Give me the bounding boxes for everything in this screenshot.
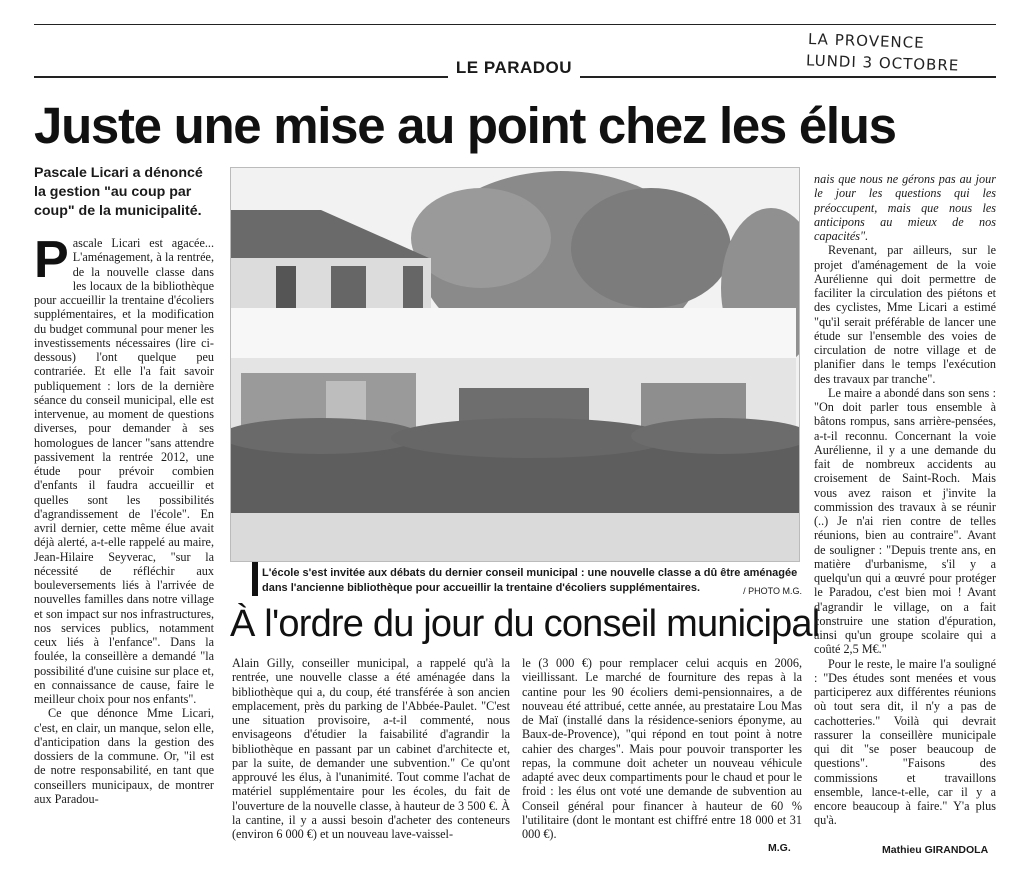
article-column-1 [34,236,214,856]
article-paragraph: Pour le reste, le maire l'a souligné : "Des études sont menées et vous participerez aux différentes réunions où tout sera dit, il n'y a pas de cachotteries." Voilà qui devrait rassurer la conseillère municipale qui dit "se poser beaucoup de questions". "Faisons des commissions et travaillons ensemble, lance-t-elle, car il y a encore beaucoup à faire." Y'a plus qu'à. [814,656,996,828]
article-paragraph: Le maire a abondé dans son sens : "On doit parler tous ensemble à bâtons rompus, sans arrière-pensées, a-t-il reconnu. Concernant la voie Aurélienne, il y a une demande du fait de nombreux accidents au croisement de Saint-Roch. Mais vous avez raison et j'invite la commission des travaux à se réunir (..) Je n'ai rien contre de telles réunions, bien au contraire". Avant de souligner : "Depuis trente ans, en matière d'urbanisme, s'il y a quelqu'un qui a œuvré pour protéger le Paradou, c'est bien moi ! Avant d'agrandir le village, on a fait construire une station d'épuration, ainsi qu'un groupe scolaire qui a coûté 2,5 M€." [814,385,996,657]
photo-credit: / PHOTO M.G. [743,586,802,596]
article-paragraph: Ce que dénonce Mme Licari, c'est, en clair, un manque, selon elle, d'anticipation dans la gestion des dossiers de la commune. Or, "il est de notre responsabilité, en tant que conseillers municipaux, de montrer aux Paradou- [34,706,214,806]
caption-bar [252,562,258,596]
article2-signature: M.G. [768,842,791,854]
section-label: LE PARADOU [448,56,580,80]
school-photo-image [231,168,799,561]
dropcap: P [34,236,69,289]
subhead: À l'ordre du jour du conseil municipal [230,603,820,645]
handwritten-date: LUNDI 3 OCTOBRE [805,51,960,75]
article-paragraph: Revenant, par ailleurs, sur le projet d'aménagement de la voie Aurélienne qui doit permettre de faciliter la circulation des piétons et des cyclistes, Mme Licari a estimé "qu'il serait préférable de lancer une étude sur l'ensemble des voies de circulation de notre village et de planifier dans le temps l'exécution des travaux par tranche". [814,243,996,386]
photo-caption: L'école s'est invitée aux débats du dernier conseil municipal : une nouvelle classe a dû être aménagée dans l'ancienne bibliothèque pour accueillir la trentaine d'écoliers supplémentaires. [262,567,798,594]
article-paragraph: ascale Licari est agacée... L'aménagement, à la rentrée, de la nouvelle classe dans les locaux de la bibliothèque pour accueillir la trentaine d'écoliers supplémentaires, et la modification du budget communal pour mener les investissements nécessaires (lire ci-dessous) l'ont quelque peu contrariée. Et elle l'a fait savoir publiquement : lors de la dernière séance du conseil municipal, elle est intervenue, au moment de questions diverses, pour demander à ses homologues de lancer "sans attendre passivement la rentrée 2012, une étude pour prévoir combien d'enfants il faudra accueillir et quelles sont les possibilités d'agrandissement de l'école". En avril dernier, cette même élue avait déjà alerté, a-t-elle rappelé au maire, Jean-Hilaire Seyverac, "sur la nécessité de réfléchir aux bouleversements liés à l'arrivée de nouvelles familles dans notre village et son impact sur nos infrastructures, nos services publics, notamment ceux liés à l'enfance". Dans la foulée, la conseillère a demandé "la possibilité d'une cuisine sur place et, en connaissance de cause, faire le meilleur choix pour nos enfants". [34,236,214,706]
headline: Juste une mise au point chez les élus [34,97,896,154]
school-photo [230,167,800,562]
article-signature: Mathieu GIRANDOLA [882,844,989,856]
top-rule [34,24,996,25]
article-paragraph: nais que nous ne gérons pas au jour le jour les questions qui les préoccupent, mais que nous les anticipons au mieux de nos capacités". [814,172,996,243]
article2-column-1 [232,656,510,856]
article2-column-2 [522,656,802,856]
article-column-3 [814,172,996,844]
handwritten-source: LA PROVENCE [807,29,925,53]
article2-paragraph: Alain Gilly, conseiller municipal, a rappelé qu'à la rentrée, une nouvelle classe a été aménagée dans la bibliothèque qui a, du coup, été transférée à son ancien emplacement, près du parking de l'Abbée-Paulet. "C'est une situation provisoire, a-t-il commenté, nous envisageons d'étudier la faisabilité d'agrandir la bibliothèque en passant par un cabinet d'architecte et, par la suite, de demander une subvention." Ce qu'ont approuvé les élus, à l'unanimité. Tout comme l'achat de matériel supplémentaire pour les écoles, du fait de l'ouverture de la nouvelle classe, à hauteur de 3 500 €. À la cantine, il y a aussi besoin d'acheter des conteneurs (environ 6 000 €) et un nouveau lave-vaissel- [232,656,510,841]
lead: Pascale Licari a dénoncé la gestion "au coup par coup" de la municipalité. [34,165,203,219]
article2-paragraph: le (3 000 €) pour remplacer celui acquis en 2006, vieillissant. Le marché de fourniture des repas à la cantine pour les 90 écoliers demi-pensionnaires, a de nouveau été attribué, cette année, au prestataire Lou Mas de Maï (installé dans la résidence-seniors éponyme, au Baux-de-Provence), "qui répond en tout point à notre cahier des charges". Mais pour pouvoir transporter les repas, la commune doit acheter un nouveau véhicule adapté avec deux compartiments pour le chaud et pour le froid : les élus ont voté une demande de subvention au Conseil général pour financer à hauteur de 60 % l'utilitaire (dont le montant est chiffré entre 18 000 et 31 000 €). [522,656,802,841]
